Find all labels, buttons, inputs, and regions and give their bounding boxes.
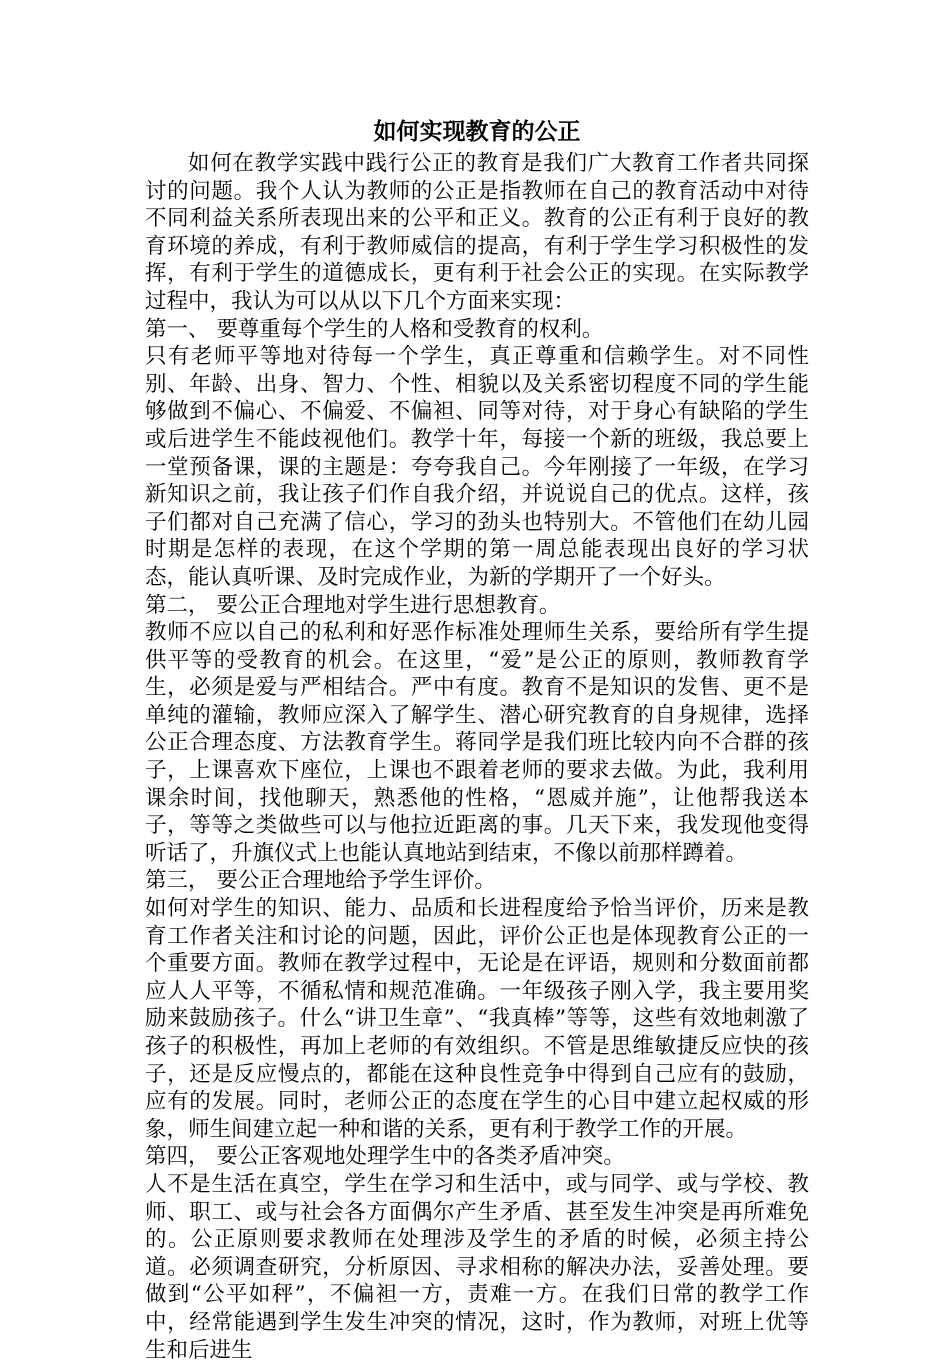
document-title: 如何实现教育的公正 (373, 118, 581, 145)
section-body-1: 只有老师平等地对待每一个学生，真正尊重和信赖学生。对不同性别、年龄、出身、智力、个性、相貌以及关系密切程度不同的学生能够做到不偏心、不偏爱、不偏袒、同等对待，对于身心有缺陷的学生或后进学生不能歧视他们。教学十年，每接一个新的班级，我总要上一堂预备课，课的主题是：夸夸我自己。今年刚接了一年级，在学习新知识之前，我让孩子们作自我介绍，并说说自己的优点。这样，孩子们都对自己充满了信心，学习的劲头也特别大。不管他们在幼儿园时期是怎样的表现，在这个学期的第一周总能表现出良好的学习状态，能认真听课、及时完成作业，为新的学期开了一个好头。 (145, 344, 809, 590)
section-heading-1: 第一、 要尊重每个学生的人格和受教育的权利。 (145, 316, 604, 342)
section-heading-3: 第三， 要公正合理地给予学生评价。 (145, 868, 496, 894)
section-body-4: 人不是生活在真空，学生在学习和生活中，或与同学、或与学校、教师、职工、或与社会各方面偶尔产生矛盾、甚至发生冲突是再所难免的。公正原则要求教师在处理涉及学生的矛盾的时候，必须主持公道。必须调查研究，分析原因、寻求相称的解决办法，妥善处理。要做到“公平如秤”，不偏袒一方，责难一方。在我们日常的教学工作中，经常能遇到学生发生冲突的情况，这时，作为教师，对班上优等生和后进生 (145, 1171, 809, 1363)
section-body-2: 教师不应以自己的私利和好恶作标准处理师生关系，要给所有学生提供平等的受教育的机会。在这里，“爱”是公正的原则，教师教育学生，必须是爱与严相结合。严中有度。教育不是知识的发售、更不是单纯的灌输，教师应深入了解学生、潜心研究教育的自身规律，选择公正合理态度、方法教育学生。蒋同学是我们班比较内向不合群的孩子，上课喜欢下座位，上课也不跟着老师的要求去做。为此，我利用课余时间，找他聊天，熟悉他的性格，“恩威并施”，让他帮我送本子，等等之类做些可以与他拉近距离的事。几天下来，我发现他变得听话了，升旗仪式上也能认真地站到结束，不像以前那样蹲着。 (145, 620, 809, 866)
section-heading-4: 第四， 要公正客观地处理学生中的各类矛盾冲突。 (145, 1144, 625, 1170)
section-heading-2: 第二， 要公正合理地对学生进行思想教育。 (145, 592, 561, 618)
intro-paragraph: 如何在教学实践中践行公正的教育是我们广大教育工作者共同探讨的问题。我个人认为教师的公正是指教师在自己的教育活动中对待不同利益关系所表现出来的公平和正义。教育的公正有利于良好的教育环境的养成，有利于教师威信的提高，有利于学生学习积极性的发挥，有利于学生的道德成长，更有利于社会公正的实现。在实际教学过程中，我认为可以从以下几个方面来实现： (145, 151, 809, 314)
section-body-3: 如何对学生的知识、能力、品质和长进程度给予恰当评价，历来是教育工作者关注和讨论的问题，因此，评价公正也是体现教育公正的一个重要方面。教师在教学过程中，无论是在评语，规则和分数面前都应人人平等，不循私情和规范准确。一年级孩子刚入学，我主要用奖励来鼓励孩子。什么“讲卫生章”、“我真棒”等等，这些有效地刺激了孩子的积极性，再加上老师的有效组织。不管是思维敏捷反应快的孩子，还是反应慢点的，都能在这种良性竞争中得到自己应有的鼓励，应有的发展。同时，老师公正的态度在学生的心目中建立起权威的形象，师生间建立起一种和谐的关系，更有利于教学工作的开展。 (145, 896, 809, 1142)
document-page (145, 118, 809, 1364)
